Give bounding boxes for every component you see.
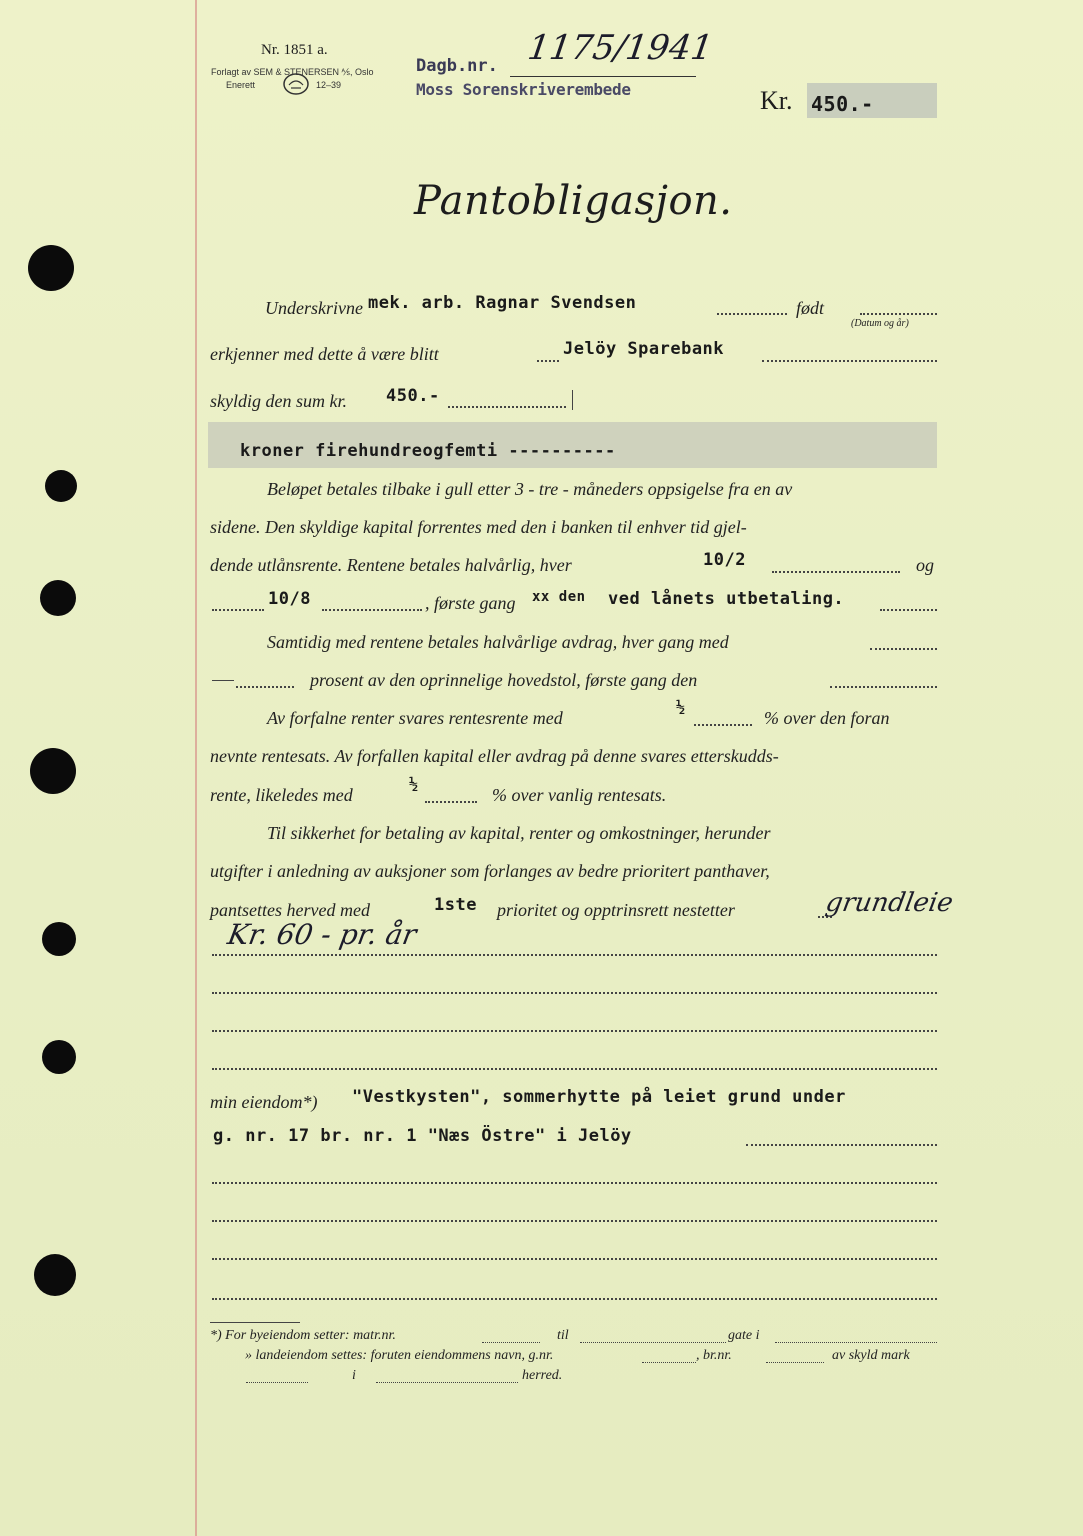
half-rate-2: ½: [409, 775, 419, 793]
terms-line: Av forfalne renter svares rentesrente med: [267, 708, 563, 728]
terms-line: prosent av den oprinnelige hovedstol, første gang den: [310, 670, 698, 690]
dotted-leader: [870, 648, 937, 650]
priority-value: 1ste: [434, 895, 477, 915]
punch-hole: [42, 922, 76, 956]
publisher-logo-icon: [283, 73, 309, 95]
form-number: Nr. 1851 a.: [261, 42, 328, 58]
footnote-line: til: [557, 1328, 569, 1343]
footnote-line: » landeiendom settes: foruten eiendommens navn, g.nr.: [245, 1348, 554, 1363]
dotted-leader: [775, 1342, 937, 1343]
dotted-leader: [860, 313, 937, 315]
terms-line: sidene. Den skyldige kapital forrentes med den i banken til enhver tid gjel-: [210, 517, 747, 537]
terms-line: dende utlånsrente. Rentene betales halvårlig, hver: [210, 555, 572, 575]
half-rate-1: ½: [676, 698, 686, 716]
footnote-line: av skyld mark: [832, 1348, 910, 1363]
terms-line: % over vanlig rentesats.: [492, 785, 667, 805]
page-title: Pantobligasjon.: [414, 178, 733, 224]
dotted-leader: [212, 992, 937, 994]
dagb-underline: [510, 76, 696, 77]
dotted-leader: [537, 360, 559, 362]
born-hint: (Datum og år): [851, 318, 909, 329]
dotted-leader: [580, 1342, 726, 1343]
office-stamp: Moss Sorenskriverembede: [416, 80, 631, 99]
dotted-leader: [448, 406, 566, 408]
due-date-2: 10/8: [268, 589, 311, 609]
punch-hole: [28, 245, 74, 291]
dotted-leader: [482, 1342, 540, 1343]
dotted-leader: [212, 1220, 937, 1222]
dotted-leader: [212, 1068, 937, 1070]
dotted-leader: [642, 1362, 696, 1363]
terms-line: pantsettes herved med: [210, 900, 370, 920]
og-label: og: [916, 555, 934, 575]
punch-hole: [45, 470, 77, 502]
dotted-leader: [425, 801, 477, 803]
terms-line: Samtidig med rentene betales halvårlige avdrag, hver gang med: [267, 632, 729, 652]
terms-line: prioritet og opptrinsrett nestetter: [497, 900, 735, 920]
dotted-leader: [212, 1258, 937, 1260]
kr-value: 450.-: [811, 92, 874, 116]
dotted-leader: [322, 609, 422, 611]
due-date-1: 10/2: [703, 550, 746, 570]
footnote-rule: [210, 1322, 300, 1323]
terms-line: rente, likeledes med: [210, 785, 353, 805]
dagb-number: 1175/1941: [525, 28, 716, 68]
terms-line: utgifter i anledning av auksjoner som forlanges av bedre prioritert panthaver,: [210, 861, 770, 881]
footnote-line: *) For byeiendom setter: matr.nr.: [210, 1328, 396, 1343]
born-label: født: [796, 298, 825, 318]
footnote-line: gate i: [728, 1328, 760, 1343]
first-time-label: , første gang: [425, 593, 516, 613]
acknowledge-label: erkjenner med dette å være blitt: [210, 344, 439, 364]
dotted-leader: [376, 1382, 518, 1383]
dotted-leader: [212, 954, 937, 956]
sum-label: skyldig den sum kr.: [210, 391, 347, 411]
handwritten-rent: Kr. 60 - pr. år: [225, 918, 419, 951]
sum-endline: [572, 390, 573, 410]
dotted-leader: [880, 609, 937, 611]
sum-value: 450.-: [386, 386, 440, 406]
dagb-label: Dagb.nr.: [416, 56, 498, 76]
terms-line: nevnte rentesats. Av forfallen kapital eller avdrag på denne svares etterskudds-: [210, 746, 779, 766]
footnote-line: , br.nr.: [696, 1348, 732, 1363]
dotted-leader: [717, 313, 787, 315]
margin-rule: [195, 0, 197, 1536]
dotted-leader: [212, 1030, 937, 1032]
terms-line: % over den foran: [764, 708, 890, 728]
publisher-enerett: Enerett: [226, 80, 256, 90]
footnote-line: i: [352, 1368, 356, 1383]
dotted-leader: [766, 1362, 824, 1363]
undersigned-label: Underskrivne: [265, 298, 363, 318]
dotted-leader: [212, 1182, 937, 1184]
dotted-leader: [772, 571, 900, 573]
punch-hole: [34, 1254, 76, 1296]
amount-in-words: kroner firehundreogfemti ----------: [240, 441, 616, 461]
property-line: "Vestkysten", sommerhytte på leiet grund under: [352, 1087, 846, 1107]
first-time-value: ved lånets utbetaling.: [608, 589, 845, 609]
handwritten-ground-lease: grundleie: [823, 888, 956, 918]
dotted-leader: [830, 686, 937, 688]
property-label: min eiendom*): [210, 1092, 318, 1112]
kr-label: Kr.: [760, 86, 793, 115]
dash-mark: [212, 680, 234, 681]
terms-line: Beløpet betales tilbake i gull etter 3 - tre - måneders oppsigelse fra en av: [267, 479, 793, 499]
dotted-leader: [762, 360, 937, 362]
terms-line: Til sikkerhet for betaling av kapital, renter og omkostninger, herunder: [267, 823, 771, 843]
creditor-name: Jelöy Sparebank: [563, 339, 725, 359]
property-line: g. nr. 17 br. nr. 1 "Næs Östre" i Jelöy: [213, 1126, 632, 1146]
footnote-line: herred.: [522, 1368, 563, 1383]
punch-hole: [30, 748, 76, 794]
publisher-line: Forlagt av SEM & STENERSEN ⅍, Oslo: [211, 67, 374, 77]
punch-hole: [42, 1040, 76, 1074]
publisher-date: 12–39: [316, 80, 342, 90]
dotted-leader: [236, 686, 294, 688]
dotted-leader: [746, 1144, 937, 1146]
dotted-leader: [694, 724, 752, 726]
dotted-leader: [246, 1382, 308, 1383]
first-time-strike: xx den: [532, 589, 586, 605]
punch-hole: [40, 580, 76, 616]
dotted-leader: [212, 1298, 937, 1300]
dotted-leader: [212, 609, 264, 611]
debtor-name: mek. arb. Ragnar Svendsen: [368, 293, 637, 313]
